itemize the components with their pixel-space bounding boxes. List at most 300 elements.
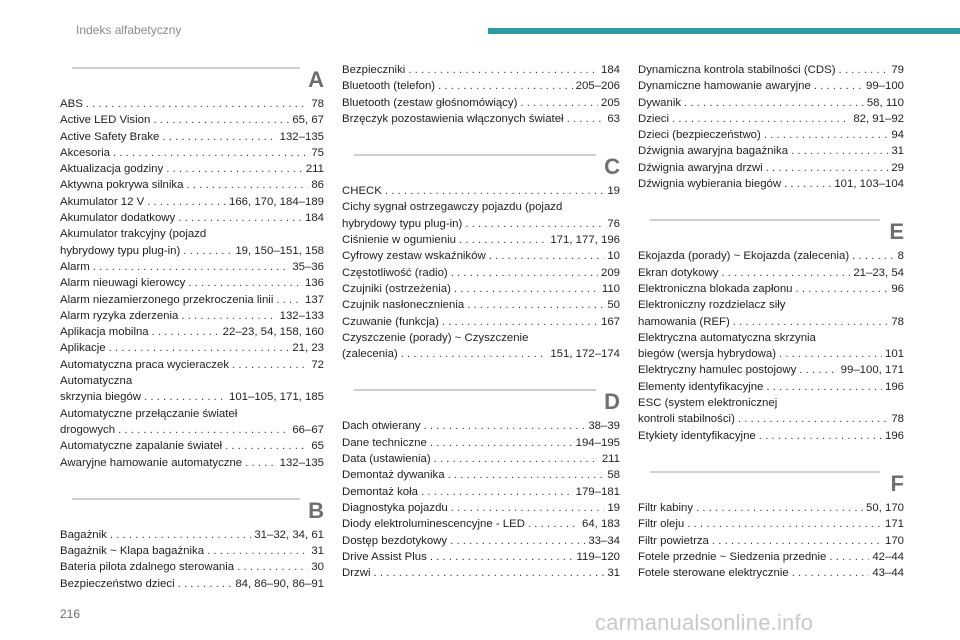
entry-pages: 136 [304, 277, 324, 290]
entry-term: Aplikacje [60, 342, 106, 355]
index-entry[interactable] [342, 500, 620, 516]
entry-pages: 94 [891, 129, 904, 142]
entry-line [638, 281, 904, 297]
entry-pages: 132–133 [279, 309, 324, 322]
index-entry[interactable] [60, 145, 324, 161]
entry-term: hybrydowy typu plug-in) [60, 244, 181, 257]
entry-line [638, 533, 904, 549]
entry-pages: 66–67 [292, 423, 324, 436]
entry-pages: 21–23, 54 [853, 266, 904, 279]
index-entry[interactable] [60, 96, 324, 112]
dot-leader [113, 145, 308, 161]
entry-term: Etykiety identyfikacyjne [638, 429, 756, 442]
entry-pages: 110 [601, 282, 620, 295]
dot-leader [401, 346, 548, 362]
entry-term: (zalecenia) [342, 348, 398, 361]
entry-term: Filtr powietrza [638, 534, 709, 547]
index-entry[interactable] [60, 226, 324, 259]
entry-line [638, 95, 904, 111]
entry-term: Alarm ryzyka zderzenia [60, 309, 179, 322]
dot-leader [152, 324, 220, 340]
section-divider [72, 67, 300, 69]
entry-pages: 151, 172–174 [550, 348, 620, 361]
dot-leader [814, 78, 863, 94]
entry-term: Aktualizacja godziny [60, 163, 164, 176]
header-accent-bar [488, 28, 960, 34]
entry-line [342, 248, 620, 264]
index-entry[interactable] [638, 516, 904, 532]
index-entry[interactable] [60, 406, 324, 439]
entry-term: kontroli stabilności) [638, 413, 735, 426]
index-entry[interactable] [638, 95, 904, 111]
entry-line [638, 176, 904, 192]
index-section [60, 62, 324, 471]
dot-leader [186, 177, 308, 193]
dot-leader [178, 576, 233, 592]
index-entry[interactable] [60, 455, 324, 471]
entry-term: Dzieci [638, 112, 670, 125]
index-section [342, 62, 620, 127]
entry-pages: 31 [607, 567, 620, 580]
entry-term: Bezpieczeństwo dzieci [60, 577, 175, 590]
entry-line [60, 576, 324, 592]
entry-pages: 64, 183 [581, 518, 620, 531]
dot-leader [852, 248, 895, 264]
index-entry[interactable] [342, 111, 620, 127]
index-entry[interactable] [342, 78, 620, 94]
entry-term: drogowych [60, 423, 116, 436]
entry-term: hamowania (REF) [638, 315, 730, 328]
entry-line [342, 516, 620, 532]
entry-line [638, 549, 904, 565]
entry-pages: 30 [311, 561, 324, 574]
entry-pages: 76 [607, 217, 620, 230]
entry-pages: 10 [607, 250, 620, 263]
entry-line [60, 259, 324, 275]
entry-line [342, 549, 620, 565]
dot-leader [696, 500, 863, 516]
index-entry[interactable] [60, 340, 324, 356]
index-section [638, 466, 904, 581]
dot-leader [373, 565, 604, 581]
index-entry[interactable] [60, 527, 324, 543]
index-entry[interactable] [638, 362, 904, 378]
entry-term: Dostęp bezdotykowy [342, 534, 448, 547]
entry-pages: 22–23, 54, 158, 160 [222, 326, 324, 339]
entry-pages: 8 [897, 250, 904, 263]
entry-term: Ekojazda (porady) ~ Ekojazda (zalecenia) [638, 250, 850, 263]
index-section [342, 149, 620, 362]
entry-pages: 21, 23 [292, 342, 324, 355]
dot-leader [459, 232, 547, 248]
dot-leader [438, 78, 573, 94]
entry-pages: 184 [600, 64, 620, 76]
entry-pages: 35–36 [292, 260, 324, 273]
section-letter: E [889, 219, 904, 245]
index-entry[interactable] [60, 357, 324, 373]
entry-line [638, 411, 904, 427]
dot-leader [528, 516, 579, 532]
index-entry[interactable] [342, 281, 620, 297]
index-entry[interactable] [60, 438, 324, 454]
entry-term-line: ESC (system elektronicznej [638, 397, 778, 410]
dot-leader [232, 357, 308, 373]
entry-pages: 79 [891, 64, 904, 76]
index-entry[interactable] [342, 467, 620, 483]
dot-leader [784, 176, 831, 192]
index-entry[interactable] [638, 533, 904, 549]
entry-pages: 99–100, 171 [840, 364, 904, 377]
entry-term: Aktywna pokrywa silnika [60, 179, 184, 192]
dot-leader [109, 340, 290, 356]
entry-pages: 33–34 [588, 534, 620, 547]
index-entry[interactable] [638, 297, 904, 330]
entry-pages: 211 [305, 163, 324, 176]
entry-pages: 132–135 [279, 456, 324, 469]
entry-line [342, 314, 620, 330]
dot-leader [207, 543, 308, 559]
section-divider [650, 219, 880, 221]
entry-pages: 171 [884, 518, 904, 531]
entry-term: Drive Assist Plus [342, 550, 427, 563]
entry-term: Bagażnik ~ Klapa bagażnika [60, 545, 205, 558]
dot-leader [147, 194, 226, 210]
index-entry[interactable] [342, 183, 620, 199]
index-entry[interactable] [342, 418, 620, 434]
index-entry[interactable] [60, 194, 324, 210]
entry-term: Dźwignia awaryjna bagażnika [638, 145, 789, 158]
index-entry[interactable] [342, 232, 620, 248]
dot-leader [421, 484, 573, 500]
entry-pages: 19 [607, 501, 620, 514]
page-number: 216 [60, 607, 81, 621]
index-entry[interactable] [60, 161, 324, 177]
section-letter: B [308, 497, 324, 523]
entry-term: Alarm nieuwagi kierowcy [60, 277, 186, 290]
entry-pages: 205 [600, 96, 620, 109]
index-entry[interactable] [60, 129, 324, 145]
entry-line [638, 248, 904, 264]
dot-leader [144, 389, 226, 405]
entry-term: Ciśnienie w ogumieniu [342, 234, 456, 247]
index-entry[interactable] [638, 549, 904, 565]
entry-line [638, 160, 904, 176]
entry-line [342, 467, 620, 483]
index-section [638, 62, 904, 192]
section-header [342, 149, 620, 181]
index-entry[interactable] [342, 330, 620, 363]
dot-leader [721, 265, 850, 281]
index-entry[interactable] [342, 435, 620, 451]
dot-leader [162, 129, 276, 145]
entry-pages: 78 [891, 413, 904, 426]
index-entry[interactable] [342, 516, 620, 532]
dot-leader [153, 112, 289, 128]
index-entry[interactable] [638, 565, 904, 581]
entry-line [342, 281, 620, 297]
dot-leader [467, 297, 604, 313]
dot-leader [672, 111, 850, 127]
entry-line [60, 194, 324, 210]
dot-leader [450, 533, 585, 549]
entry-line [638, 379, 904, 395]
index-entry[interactable] [638, 395, 904, 428]
entry-line [60, 543, 324, 559]
section-letter: A [308, 67, 324, 92]
entry-term: Bagażnik [60, 528, 107, 541]
dot-leader [759, 428, 882, 444]
index-entry[interactable] [638, 78, 904, 94]
index-entry[interactable] [342, 297, 620, 313]
entry-pages: 119–120 [576, 550, 620, 563]
entry-line [60, 292, 324, 308]
entry-line [60, 308, 324, 324]
dot-leader [791, 143, 888, 159]
entry-line [60, 177, 324, 193]
entry-term: Akumulator 12 V [60, 195, 145, 208]
entry-pages: 84, 86–90, 86–91 [235, 577, 324, 590]
entry-line [638, 111, 904, 127]
entry-pages: 42–44 [872, 550, 904, 563]
entry-line [342, 183, 620, 199]
dot-leader [178, 210, 302, 226]
entry-term: Dach otwierany [342, 420, 421, 433]
entry-pages: 196 [884, 380, 904, 393]
entry-line [342, 232, 620, 248]
index-entry[interactable] [342, 451, 620, 467]
entry-line [60, 145, 324, 161]
index-entry[interactable] [342, 62, 620, 78]
index-entry[interactable] [638, 127, 904, 143]
entry-line [60, 112, 324, 128]
entry-line [342, 435, 620, 451]
section-header [638, 214, 904, 246]
entry-pages: 205–206 [575, 80, 620, 93]
index-entry[interactable] [60, 576, 324, 592]
entry-pages: 101, 103–104 [834, 178, 904, 191]
index-entry[interactable] [60, 559, 324, 575]
index-entry[interactable] [638, 281, 904, 297]
index-entry[interactable] [638, 248, 904, 264]
dot-leader [442, 314, 598, 330]
entry-pages: 78 [311, 98, 324, 110]
entry-pages: 132–135 [279, 130, 324, 143]
entry-line [60, 129, 324, 145]
index-entry[interactable] [638, 330, 904, 363]
index-entry[interactable] [60, 308, 324, 324]
entry-pages: 101–105, 171, 185 [228, 391, 324, 404]
entry-term-line: Automatyczne przełączanie świateł [60, 407, 238, 420]
entry-term: Automatyczna praca wycieraczek [60, 358, 230, 371]
dot-leader [567, 111, 605, 127]
entry-pages: 209 [600, 266, 620, 279]
dot-leader [225, 438, 308, 454]
index-entry[interactable] [342, 565, 620, 581]
index-entry[interactable] [60, 324, 324, 340]
dot-leader [520, 95, 598, 111]
section-header [342, 384, 620, 416]
entry-line [60, 275, 324, 291]
entry-line [342, 111, 620, 127]
index-entry[interactable] [342, 265, 620, 281]
dot-leader [166, 161, 303, 177]
index-entry[interactable] [342, 95, 620, 111]
entry-line [60, 527, 324, 543]
header-title: Indeks alfabetyczny [76, 23, 182, 37]
index-entry[interactable] [638, 265, 904, 281]
entry-term: Czujniki (ostrzeżenia) [342, 282, 451, 295]
index-entry[interactable] [638, 143, 904, 159]
entry-line [342, 78, 620, 94]
entry-term: Dźwignia wybierania biegów [638, 178, 782, 191]
dot-leader [796, 281, 889, 297]
dot-leader [86, 96, 309, 112]
entry-line [60, 340, 324, 356]
index-entry[interactable] [638, 160, 904, 176]
dot-leader [118, 422, 289, 438]
entry-line [638, 362, 904, 378]
entry-pages: 31 [891, 145, 904, 158]
entry-term: Automatyczne zapalanie świateł [60, 440, 223, 453]
index-entry[interactable] [342, 549, 620, 565]
index-section [342, 384, 620, 581]
entry-line [638, 500, 904, 516]
section-divider [72, 498, 300, 500]
entry-term: Active Safety Brake [60, 130, 160, 143]
entry-line [342, 451, 620, 467]
dot-leader [424, 418, 586, 434]
entry-term: Bluetooth (zestaw głośnomówiący) [342, 96, 518, 109]
entry-line [60, 324, 324, 340]
index-entry[interactable] [60, 292, 324, 308]
entry-term: hybrydowy typu plug-in) [342, 217, 463, 230]
index-entry[interactable] [638, 62, 904, 78]
dot-leader [408, 62, 598, 78]
entry-term: Dane techniczne [342, 436, 427, 449]
index-entry[interactable] [638, 428, 904, 444]
entry-pages: 31–32, 34, 61 [254, 528, 324, 541]
index-entry[interactable] [638, 379, 904, 395]
entry-line [638, 78, 904, 94]
index-column-2 [342, 62, 620, 603]
entry-line [638, 265, 904, 281]
entry-pages: 196 [884, 429, 904, 442]
entry-line [638, 143, 904, 159]
dot-leader [764, 127, 889, 143]
entry-pages: 99–100 [865, 80, 904, 93]
entry-pages: 19, 150–151, 158 [235, 244, 324, 257]
index-entry[interactable] [342, 248, 620, 264]
index-entry[interactable] [342, 484, 620, 500]
entry-line [638, 565, 904, 581]
entry-pages: 171, 177, 196 [550, 234, 620, 247]
dot-leader [829, 549, 869, 565]
entry-term: Akumulator dodatkowy [60, 212, 176, 225]
entry-line [60, 161, 324, 177]
index-entry[interactable] [342, 314, 620, 330]
entry-term: Czuwanie (funkcja) [342, 315, 439, 328]
entry-pages: 38–39 [588, 420, 620, 433]
entry-line [638, 346, 904, 362]
entry-line [638, 516, 904, 532]
dot-leader [465, 216, 604, 232]
entry-term: Dynamiczna kontrola stabilności (CDS) [638, 64, 836, 76]
entry-term: Diody elektroluminescencyjne - LED [342, 518, 525, 531]
dot-leader [430, 435, 573, 451]
entry-term: Elektryczny hamulec postojowy [638, 364, 797, 377]
entry-line [342, 500, 620, 516]
entry-line [60, 243, 324, 259]
entry-pages: 72 [311, 358, 324, 371]
entry-pages: 101 [884, 348, 904, 361]
dot-leader [385, 183, 604, 199]
index-section [60, 493, 324, 592]
entry-line [342, 484, 620, 500]
index-entry[interactable] [60, 373, 324, 406]
index-entry[interactable] [342, 199, 620, 232]
index-entry[interactable] [60, 259, 324, 275]
entry-pages: 82, 91–92 [853, 112, 904, 125]
entry-term: Cyfrowy zestaw wskaźników [342, 250, 486, 263]
index-entry[interactable] [60, 112, 324, 128]
entry-term: biegów (wersja hybrydowa) [638, 348, 777, 361]
entry-line [342, 216, 620, 232]
entry-line [638, 127, 904, 143]
entry-term: Elementy identyfikacyjne [638, 380, 764, 393]
entry-term-line: Elektroniczny rozdzielacz siły [638, 299, 786, 312]
dot-leader [766, 160, 889, 176]
index-entry[interactable] [342, 533, 620, 549]
index-entry[interactable] [60, 543, 324, 559]
entry-pages: 86 [311, 179, 324, 192]
entry-term: Filtr oleju [638, 518, 685, 531]
index-entry[interactable] [60, 177, 324, 193]
entry-term: Demontaż koła [342, 485, 418, 498]
section-letter: D [604, 389, 620, 415]
index-entry[interactable] [60, 275, 324, 291]
entry-line [60, 357, 324, 373]
section-header [60, 493, 324, 525]
entry-pages: 50 [607, 299, 620, 312]
entry-pages: 31 [311, 545, 324, 558]
dot-leader [687, 516, 882, 532]
dot-leader [684, 95, 864, 111]
entry-term: Fotele przednie ~ Siedzenia przednie [638, 550, 827, 563]
entry-line [342, 565, 620, 581]
dot-leader [766, 379, 882, 395]
index-entry[interactable] [638, 176, 904, 192]
dot-leader [93, 259, 290, 275]
index-entry[interactable] [638, 111, 904, 127]
entry-term-line: Czyszczenie (porady) ~ Czyszczenie [342, 331, 529, 344]
dot-leader [489, 248, 605, 264]
dot-leader [276, 292, 302, 308]
entry-term: Diagnostyka pojazdu [342, 501, 448, 514]
entry-term: Aplikacja mobilna [60, 326, 149, 339]
entry-pages: 179–181 [575, 485, 620, 498]
entry-term: Active LED Vision [60, 114, 151, 127]
entry-line [60, 96, 324, 112]
index-entry[interactable] [60, 210, 324, 226]
entry-line [342, 297, 620, 313]
entry-pages: 166, 170, 184–189 [228, 195, 324, 208]
entry-line [60, 389, 324, 405]
entry-pages: 43–44 [872, 567, 904, 580]
index-entry[interactable] [638, 500, 904, 516]
entry-line [638, 428, 904, 444]
entry-pages: 29 [891, 161, 904, 174]
watermark: carmanualsonline.info [595, 610, 814, 635]
